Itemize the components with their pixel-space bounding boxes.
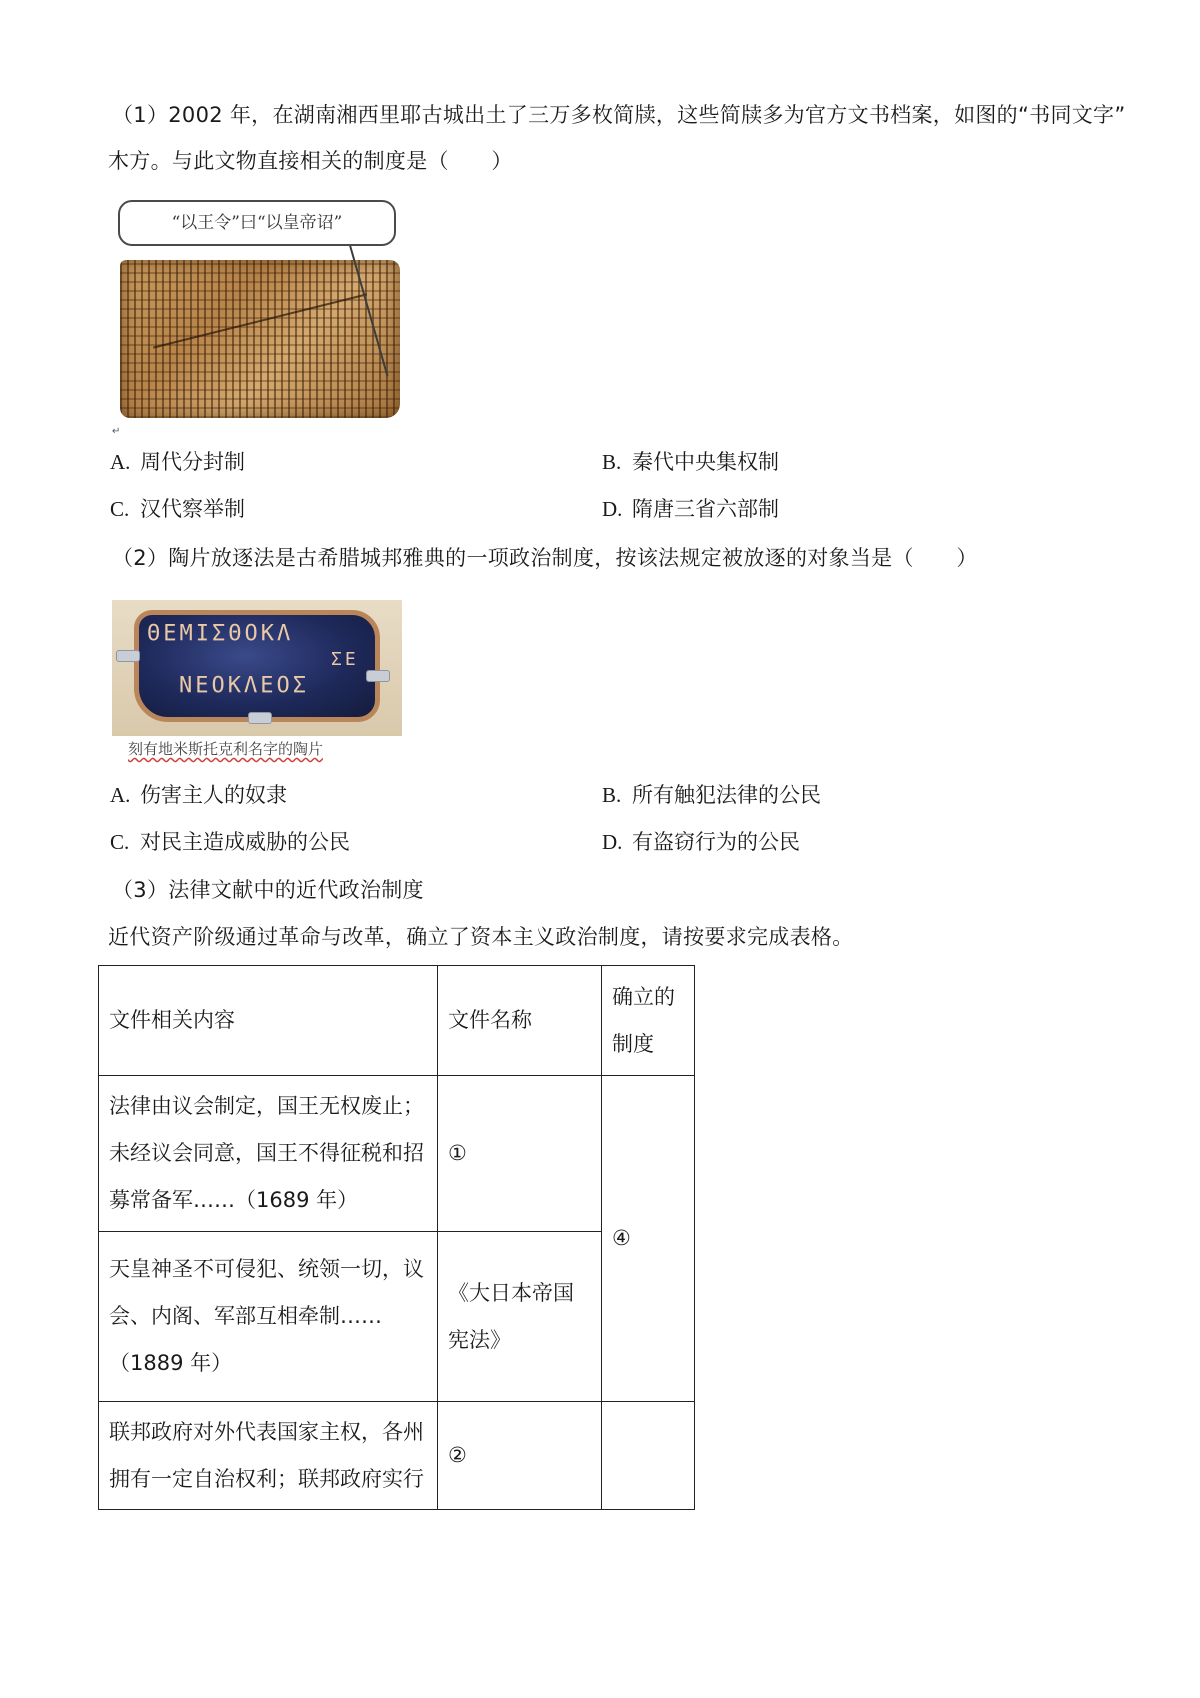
q1-stem-line1: （1）2002 年，在湖南湘西里耶古城出土了三万多枚简牍，这些简牍多为官方文书档案，如图的“书同文字” — [112, 103, 1126, 127]
header-system: 确立的制度 — [602, 966, 695, 1076]
mount-clip — [116, 650, 140, 662]
option-text: 伤害主人的奴隶 — [140, 783, 287, 807]
q2-option-d[interactable] — [602, 827, 800, 857]
q3-title: （3）法律文献中的近代政治制度 — [112, 878, 424, 902]
shard-inscription-line1: ΘΕΜΙΣΘΟΚΛ — [147, 621, 294, 646]
q1-stem-line2: 木方。与此文物直接相关的制度是（ ） — [108, 149, 513, 173]
shard-inscription-line2: ΣΕ — [331, 649, 359, 670]
option-text: 周代分封制 — [140, 450, 245, 474]
q3-table — [98, 965, 695, 1510]
option-letter: A. — [110, 450, 131, 474]
ostracon-caption: 刻有地米斯托克利名字的陶片 — [128, 740, 324, 758]
speech-bubble: “以王令”曰“以皇帝诏” — [118, 200, 396, 246]
row-document-name: 《大日本帝国宪法》 — [438, 1232, 602, 1402]
header-content: 文件相关内容 — [99, 966, 438, 1076]
row-system[interactable]: ④ — [602, 1076, 695, 1402]
option-text: 有盗窃行为的公民 — [632, 830, 800, 854]
table-row — [99, 1402, 695, 1510]
q2-option-c[interactable] — [110, 827, 350, 857]
option-letter: D. — [602, 830, 623, 854]
option-letter: C. — [110, 830, 130, 854]
row-content: 天皇神圣不可侵犯、统领一切，议会、内阁、军部互相牵制……（1889 年） — [99, 1232, 438, 1402]
option-text: 隋唐三省六部制 — [632, 497, 779, 521]
q3-intro: 近代资产阶级通过革命与改革，确立了资本主义政治制度，请按要求完成表格。 — [108, 925, 854, 949]
row-content: 法律由议会制定，国王无权废止；未经议会同意，国王不得征税和招募常备军……（1689 年） — [99, 1076, 438, 1232]
option-letter: B. — [602, 450, 622, 474]
mount-clip — [366, 670, 390, 682]
table-header-row — [99, 966, 695, 1076]
option-letter: D. — [602, 497, 623, 521]
q1-option-b[interactable] — [602, 447, 779, 477]
option-text: 对民主造成威胁的公民 — [140, 830, 350, 854]
wooden-tablet-image — [120, 260, 400, 418]
tablet-crack — [153, 293, 367, 348]
option-text: 汉代察举制 — [140, 497, 245, 521]
row-system[interactable] — [602, 1402, 695, 1510]
paragraph-mark: ↵ — [112, 426, 121, 437]
row-document-name[interactable]: ① — [438, 1076, 602, 1232]
row-document-name[interactable]: ② — [438, 1402, 602, 1510]
option-letter: C. — [110, 497, 130, 521]
option-text: 秦代中央集权制 — [632, 450, 779, 474]
row-content: 联邦政府对外代表国家主权，各州拥有一定自治权利；联邦政府实行 — [99, 1402, 438, 1510]
q2-option-a[interactable] — [110, 780, 287, 810]
option-letter: B. — [602, 783, 622, 807]
header-document-name: 文件名称 — [438, 966, 602, 1076]
q2-option-b[interactable] — [602, 780, 821, 810]
option-letter: A. — [110, 783, 131, 807]
q1-option-d[interactable] — [602, 494, 779, 524]
q1-option-a[interactable] — [110, 447, 245, 477]
option-text: 所有触犯法律的公民 — [632, 783, 821, 807]
ostracon-shard — [134, 610, 380, 722]
shard-inscription-line3: ΝΕΟΚΛΕΟΣ — [179, 673, 309, 698]
q2-figure-ostracon — [112, 600, 402, 760]
q2-stem: （2）陶片放逐法是古希腊城邦雅典的一项政治制度，按该法规定被放逐的对象当是（ ） — [112, 546, 978, 570]
q1-figure-wooden-tablet — [118, 200, 408, 428]
q1-option-c[interactable] — [110, 494, 245, 524]
mount-clip — [248, 712, 272, 724]
table-row — [99, 1076, 695, 1232]
